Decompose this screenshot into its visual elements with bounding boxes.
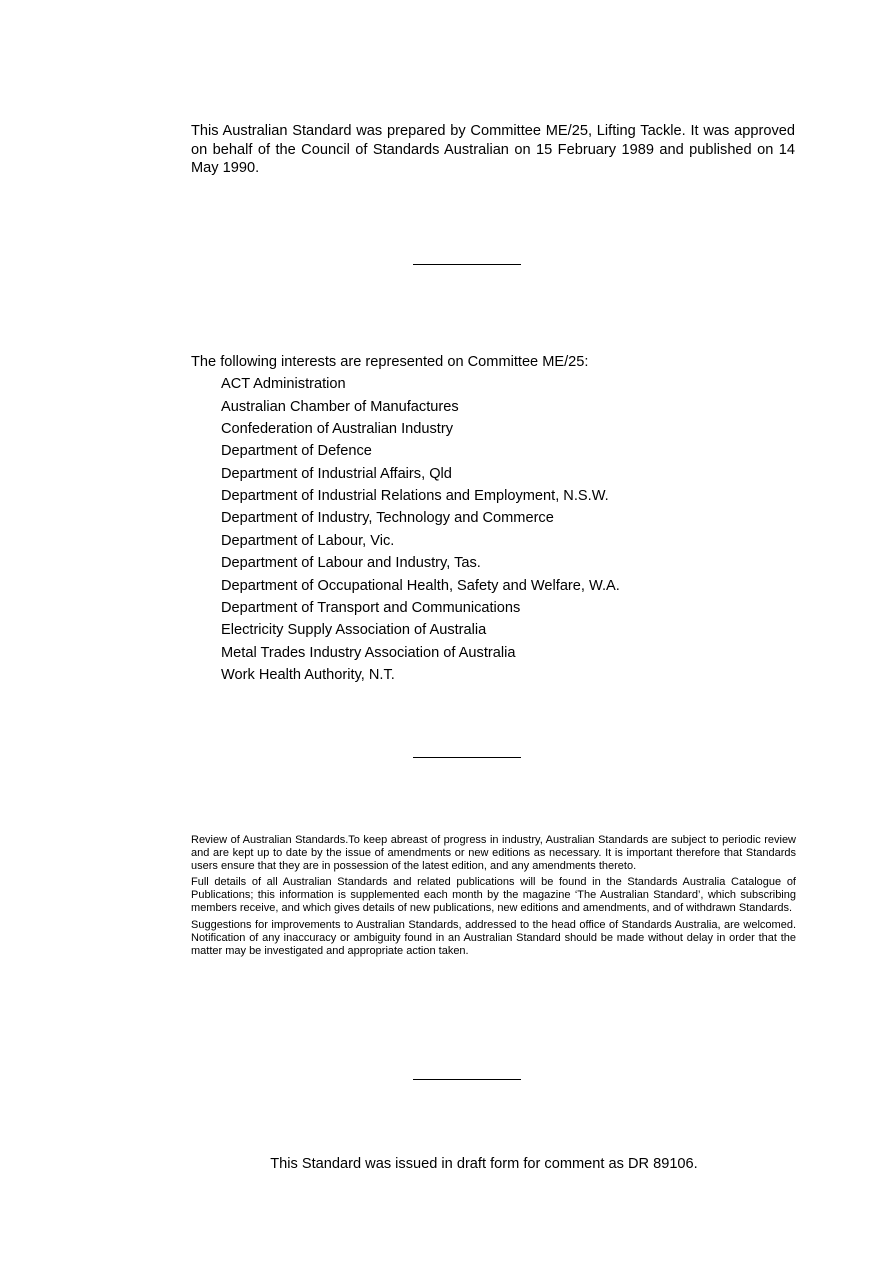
committee-heading: The following interests are represented on Committee ME/25: [191,354,589,370]
committee-member: Metal Trades Industry Association of Australia [221,644,516,661]
standards-notes [191,834,796,961]
draft-notice: This Standard was issued in draft form for comment as DR 89106. [270,1156,698,1172]
committee-member: Electricity Supply Association of Australia [221,622,487,639]
committee-member: Department of Occupational Health, Safety and Welfare, W.A. [221,577,620,594]
committee-member: Department of Industrial Affairs, Qld [221,465,452,482]
preparation-statement: This Australian Standard was prepared by Committee ME/25, Lifting Tackle. It was approved on behalf of the Council of Standards Australian on 15 February 1989 and published on 14 May 1990. [191,123,795,176]
committee-section [191,351,811,686]
committee-member: ACT Administration [221,376,346,393]
section-divider [413,1079,521,1080]
committee-member: Department of Labour, Vic. [221,532,395,549]
committee-member: Department of Transport and Communications [221,599,521,616]
details-note: Full details of all Australian Standards and related publications will be found in the Standards Australia Catalogue of Publications; this information is supplemented each month by the magazine ‘The Australian Standard’, which subscribing members receive, and which gives details of new publications, new editions and amendments, and of withdrawn Standards. [191,876,796,915]
committee-member: Work Health Authority, N.T. [221,666,395,683]
committee-member: Department of Industrial Relations and Employment, N.S.W. [221,488,609,505]
committee-member-list [191,373,811,686]
review-note: Review of Australian Standards.To keep abreast of progress in industry, Australian Standards are subject to periodic review and are kept up to date by the issue of amendments or new editions as necessary. It is important therefore that Standards users ensure that they are in possession of the latest edition, and any amendments thereto. [191,834,796,873]
committee-member: Department of Industry, Technology and Commerce [221,510,554,527]
committee-member: Department of Labour and Industry, Tas. [221,555,481,572]
committee-member: Department of Defence [221,443,372,460]
section-divider [413,757,521,758]
section-divider [413,264,521,265]
suggestions-note: Suggestions for improvements to Australian Standards, addressed to the head office of Standards Australia, are welcomed. Notification of any inaccuracy or ambiguity found in an Australian Standard should be made without delay in order that the matter may be investigated and appropriate action taken. [191,918,796,957]
committee-member: Confederation of Australian Industry [221,421,454,438]
committee-member: Australian Chamber of Manufactures [221,398,459,415]
